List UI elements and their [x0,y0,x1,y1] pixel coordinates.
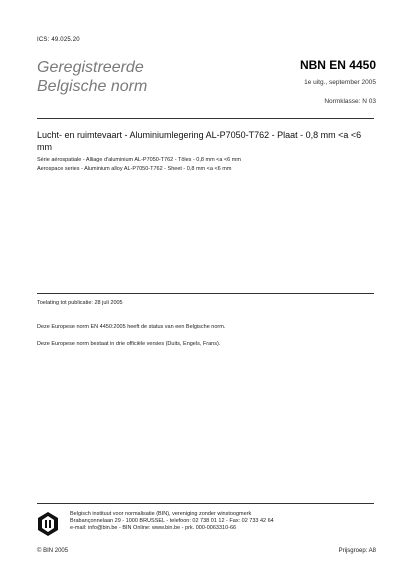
subtitle-french: Série aérospatiale - Alliage d'aluminium AL-P7050-T762 - Tôles - 0,8 mm <a <6 mm [37,157,241,163]
ics-code: ICS: 49.025.20 [37,37,80,43]
divider-middle [37,293,374,294]
brand-line-2: Belgische norm [37,78,148,95]
org-line-1: Belgisch instituut voor normalisatie (BIN), vereniging zonder winstoogmerk [70,511,252,517]
standard-code: NBN EN 4450 [299,58,376,72]
bin-logo-icon [37,511,59,537]
org-line-3: e-mail: info@bin.be - BIN Online: www.bin.be - prk. 000-0063310-66 [70,525,237,531]
brand-title [37,58,147,96]
brand-line-1: Geregistreerde [37,59,144,76]
versions-text: Deze Europese norm bestaat in drie officiële versies (Duits, Engels, Frans). [37,341,221,347]
norm-class: Normklasse: N 03 [324,98,376,105]
status-text: Deze Europese norm EN 4450:2005 heeft de status van een Belgische norm. [37,324,226,330]
publication-permission: Toelating tot publicatie: 28 juli 2005 [37,300,123,306]
divider-footer [37,503,374,504]
copyright: © BIN 2005 [37,548,69,554]
edition-date: 1e uitg., september 2005 [304,79,376,86]
subtitle-english: Aerospace series - Aluminium alloy AL-P7050-T762 - Sheet - 0,8 mm <a <6 mm [37,166,232,172]
document-title: Lucht- en ruimtevaart - Aluminiumlegering AL-P7050-T762 - Plaat - 0,8 mm <a <6 mm [37,130,362,152]
organization-info [70,511,274,532]
org-line-2: Brabançonnelaan 29 - 1000 BRUSSEL - telefoon: 02 738 01 12 - Fax: 02 733 42 64 [70,518,274,524]
divider-top [37,118,374,119]
price-group: Prijsgroep: A8 [338,548,376,554]
